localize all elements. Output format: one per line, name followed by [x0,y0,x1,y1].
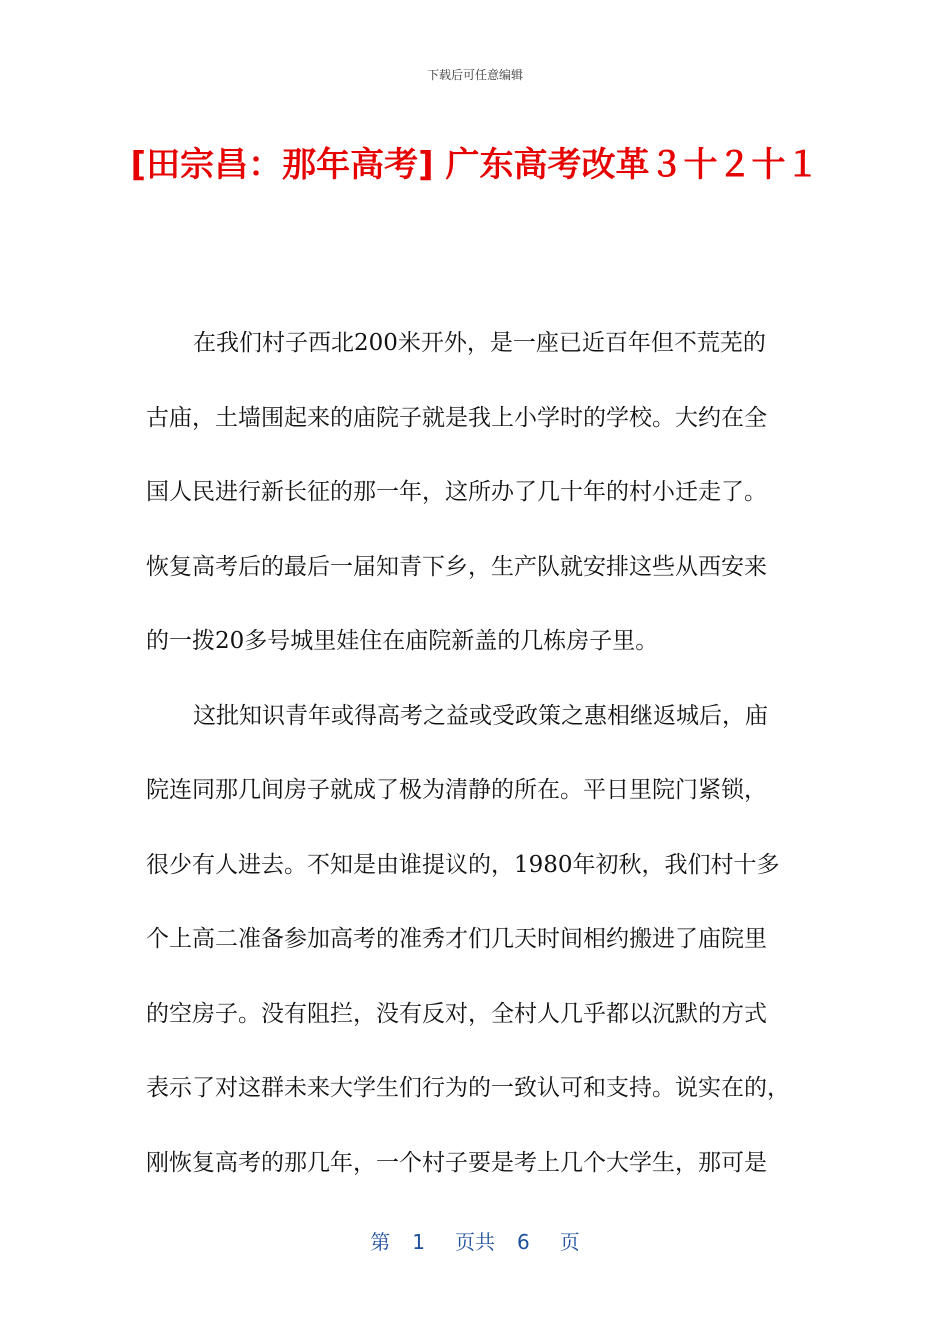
paragraph-line: 在我们村子西北200米开外，是一座已近百年但不荒芜的 [193,330,766,356]
page-suffix: 页 [559,1230,580,1254]
page-total: 6 [517,1230,530,1254]
page-current: 1 [412,1230,425,1254]
paragraph-line: 表示了对这群未来大学生们行为的一致认可和支持。说实在的， [146,1075,790,1101]
paragraph-line: 很少有人进去。不知是由谁提议的，1980年初秋，我们村十多 [146,851,780,878]
page-mid: 页共 [455,1230,495,1254]
document-body [146,318,808,1212]
paragraph-line: 的一拨20多号城里娃住在庙院新盖的几栋房子里。 [146,628,659,654]
paragraph-line: 院连同那几间房子就成了极为清静的所在。平日里院门紧锁， [146,777,767,803]
paragraph-line: 古庙，土墙围起来的庙院子就是我上小学时的学校。大约在全 [146,404,767,431]
paragraph-line: 刚恢复高考的那几年，一个村子要是考上几个大学生，那可是 [146,1149,767,1176]
document-title: [田宗昌：那年高考] 广东高考改革３十２十１ [130,145,820,185]
paragraph-line: 的空房子。没有阻拦，没有反对，全村人几乎都以沉默的方式 [146,1000,767,1027]
paragraph-line: 这批知识青年或得高考之益或受政策之惠相继返城后，庙 [193,702,768,729]
page-prefix: 第 [370,1230,391,1254]
paragraph-line: 恢复高考后的最后一届知青下乡，生产队就安排这些从西安来 [146,553,767,580]
paragraph-line: 国人民进行新长征的那一年，这所办了几十年的村小迁走了。 [146,479,767,505]
page-footer [0,1226,950,1255]
header-note: 下载后可任意编辑 [426,68,523,82]
paragraph-line: 个上高二准备参加高考的准秀才们几天时间相约搬进了庙院里 [146,926,767,952]
